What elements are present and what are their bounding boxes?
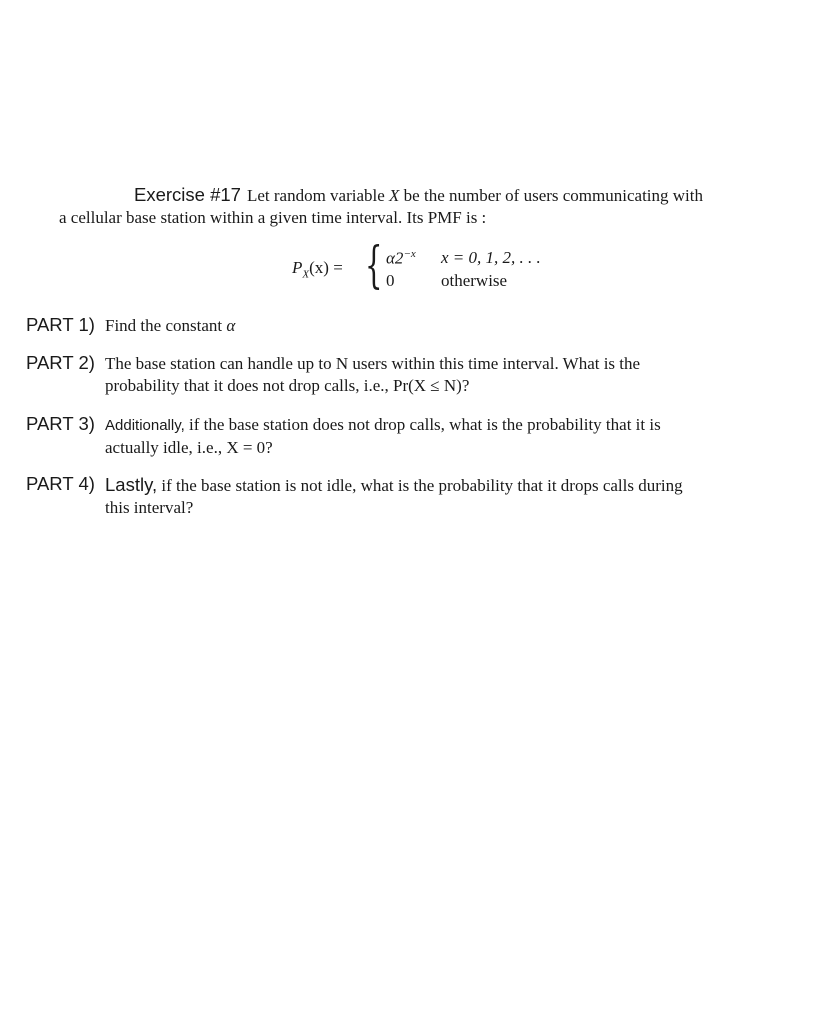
pmf-case1-value: $\alpha 2^{-x}$ — [386, 248, 416, 268]
pmf-case2-condition: otherwise — [441, 271, 508, 290]
part-2-line2: probability that it does not drop calls, i.e., Pr(X ≤ N)? — [105, 376, 470, 395]
part-4-line1: if the base station is not idle, what is the probability that it drops calls during — [157, 476, 683, 495]
pmf-lhs-main: P — [292, 258, 303, 277]
part-1-label: PART 1) — [26, 314, 95, 335]
exercise-heading: Exercise #17 — [134, 184, 241, 205]
exercise-intro-line2: a cellular base station within a given time interval. Its PMF is : — [59, 208, 487, 227]
part-3-line2: actually idle, i.e., X = 0? — [105, 438, 273, 457]
pmf-lhs-sub: X — [302, 268, 310, 281]
part-2-line1: The base station can handle up to N users within this time interval. What is the — [105, 354, 641, 373]
exercise-intro-text: Let random variable — [246, 186, 390, 205]
part-2-label: PART 2) — [26, 352, 95, 373]
part-4-text — [105, 474, 791, 519]
pmf-lhs-arg: (x) = — [309, 258, 343, 277]
exercise-intro-var: X — [389, 186, 400, 205]
part-3-text — [105, 414, 791, 459]
exercise-intro-text-rest: be the number of users communicating with — [399, 186, 703, 205]
part-1-text — [105, 315, 791, 337]
part-1-line1: Find the constant — [105, 316, 227, 335]
part-3-lead: Additionally, — [105, 417, 185, 434]
exercise-intro — [134, 184, 794, 206]
pmf-brace: { — [365, 236, 383, 294]
pmf-equation — [292, 236, 572, 296]
pmf-lhs — [292, 258, 343, 280]
pmf-case1-exponent: −x — [403, 248, 416, 260]
part-4-line2: this interval? — [105, 498, 194, 517]
part-3-label: PART 3) — [26, 413, 95, 434]
part-1-math: α — [226, 316, 236, 335]
part-4-label: PART 4) — [26, 473, 95, 494]
pmf-case1-condition: x = 0, 1, 2, . . . — [441, 248, 541, 267]
pmf-case2-value: 0 — [386, 271, 395, 290]
part-2-text — [105, 353, 791, 397]
part-3-line1: if the base station does not drop calls, what is the probability that it is — [184, 415, 661, 434]
part-4-lead: Lastly, — [105, 474, 158, 495]
